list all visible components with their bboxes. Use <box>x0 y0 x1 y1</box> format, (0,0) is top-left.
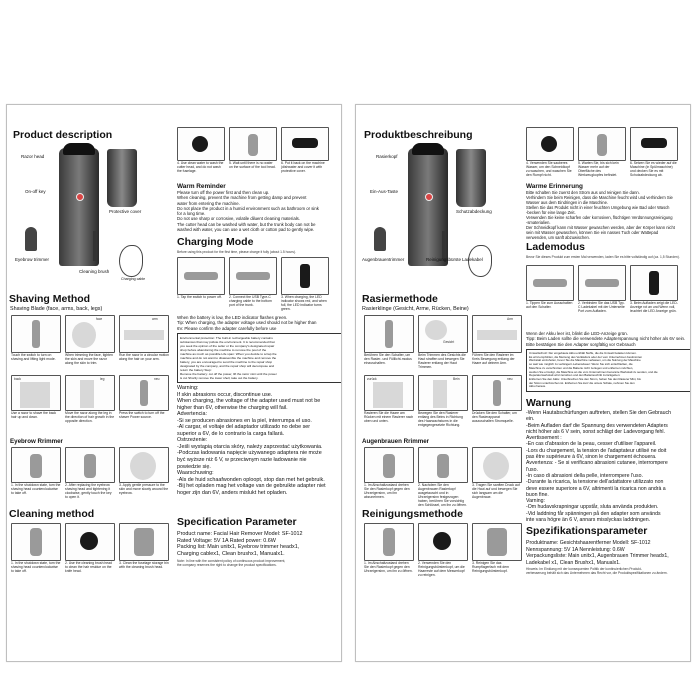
step-caption: 5. Wait until there is no water on the surface of the tool head. <box>229 161 276 170</box>
step-caption: Touch the switch to turn on shaving and lifting light mode. <box>11 353 56 362</box>
step-caption: Führen Sie den Rasierer im Kreis Bewegung entlang der Haare auf deinem Arm. <box>472 353 515 366</box>
step-image <box>472 523 522 561</box>
step-caption: 3. Beim Aufladen zeigt die LED-Anzeige rot an und Wenn voll, leuchtet die LED Anzeige grün. <box>630 301 678 314</box>
warning-text: Warning: If skin abrasions occur, discontinue use. When charging, the voltage of the adapter used must not be higher than 6V, otherwise the charging will fail. Advertencia: -Si se producen abrasiones en la piel, interrumpa el uso. -Al cargar, el voltaje del adaptador utilizado no debe ser superior a 6V, de lo contrario la carga fallará. Ostrzeżenie: -Jeśli wystąpią otarcia skóry, należy zaprzestać użytkowania. -Podczas ładowania napięcie używanego adaptera nie może być wyższe niż 6 V, w przeciwnym razie ładowanie nie powiedzie się. Waarschuwing: -Als de huid schaafwonden oploopt, stop dan met het gebruik. -Bij het opladen mag het voltage van de gebruikte adapter niet hoger zijn dan 6V, anders mislukt het opladen. <box>177 385 326 496</box>
step-image: neu <box>472 375 522 411</box>
specification-note: Hinweis: Im Einklang mit der konsequenten Politik der kontinuierlichen Produkt- verbesserung behält sich das Unternehmen das Recht vor, die Produktspezifikationen zu ändern. <box>526 567 668 575</box>
step-image <box>472 447 522 483</box>
label-protective-cover: Schutzabdeckung <box>456 209 492 214</box>
razor-head-image <box>412 143 444 155</box>
step-caption: 1. Im Abschaltzustand drehen Sie den Rasierkopf gegen den Uhrzeigersinn, um ihn zu öffnen. <box>364 561 413 574</box>
step-caption: 2. Connect the USB Type-C charging cable to the bottom port of the trunk. <box>229 295 272 308</box>
step-caption: 6. Setzen Sie es wieder auf die Maschine (in Spülmaschine) und decken Sie es mit Schutzabdeckung ab. <box>630 161 677 178</box>
label-eyebrow-trimmer: Augenbrauentrimmer <box>362 257 405 262</box>
step-caption: 1. In the shutdown state, turn the shaving head counterclockwise to take off. <box>11 561 61 574</box>
label-cleaning-brush: Cleaning brush <box>79 269 110 274</box>
eyebrow-trimmer-heading: Augenbrauen Rrimmer <box>362 438 430 445</box>
step-image: neu <box>119 375 169 411</box>
step-caption: 1. Im Abschaltzustand drehen Sie den Rasierkopf gegen den Uhrzeigersinn, um ihn abzunehmen. <box>364 483 410 500</box>
charging-intro: Bevor Sie dieses Produkt zum ersten Mal verwenden, laden Sie es bitte vollständig auf (ca. 1,5 Stunden). <box>526 255 680 259</box>
step-image: back <box>11 375 61 411</box>
power-switch-image <box>76 193 84 201</box>
label-razor-head: Rasierkopf <box>376 154 398 159</box>
step-image <box>364 447 414 483</box>
step-caption: Use a razor to shave the back hair up and down. <box>11 411 57 420</box>
label-charging-cable: Charging cable <box>121 277 146 281</box>
step-image <box>281 127 329 161</box>
label-cleaning-brush: Reinigungsbürste <box>426 257 462 262</box>
step-image <box>177 127 225 161</box>
eyebrow-trimmer-image <box>25 227 37 251</box>
step-image <box>65 447 115 483</box>
step-caption: Press the switch to turn off the shaver Power source. <box>119 411 165 420</box>
step-image <box>229 127 277 161</box>
step-image <box>418 523 468 561</box>
step-caption: Move the razor along the leg in the direction of hair growth in the opposite direction. <box>65 411 115 424</box>
step-caption: 3. Clean the fuselage storage bin with the cleaning brush head. <box>119 561 169 570</box>
step-caption: Run the razor in a circular motion along the hair on your arm. <box>119 353 169 362</box>
step-image <box>11 315 61 353</box>
protective-cover-image <box>456 149 486 207</box>
warning-text: -Wenn Hautabschürfungen auftreten, stellen Sie den Gebrauch ein. -Beim Aufladen darf die Spannung des verwendeten Adapters nicht höher als 6 V sein, sonst schlägt der Ladevorgang fehl. Avertissement : -En cas d'abrasion de la peau, cesser d'utiliser l'appareil. -Lors du chargement, la tension de l'adaptateur utilisé ne doit pas être supérieure à 6V, sinon le chargement échouera. Avvertenza: - Se si verificano abrasioni cutanee, interrompere l'uso. -In caso di abrasioni della pelle, interrompere l'uso. -Durante la ricarica, la tensione dell'adattatore utilizzato non deve essere superiore a 6V, altrimenti la ricarica non andrà a buon fine. Varning: -Om hudavskrapningar uppstår, sluta använda produkten. -Vid laddning får spänningen på den adapter som används inte vara högre än 6 V, annars misslyckas laddningen. <box>526 410 671 524</box>
manual-page-german <box>355 104 691 662</box>
label-on-off-key: On-off key <box>25 189 46 194</box>
step-image <box>364 523 414 561</box>
step-image: Gesicht <box>418 315 468 353</box>
step-image: leg <box>65 375 115 411</box>
shaving-subtitle: Rasierklinge (Gesicht, Arme, Rücken, Beine) <box>362 306 469 312</box>
step-caption: 5. Warten Sie, bis sich kein Wasser mehr auf der Oberfläche des Werkzeugkopfes befindet. <box>578 161 619 178</box>
step-image <box>630 127 678 161</box>
specification-text: Product name: Facial Hair Remover Model: SF-1012 Rated Voltage: 5V 1A Rated power: 0.6W Packing list: Main unitx1, Eyebrow trimmer headx1, Charging cablex1, Clean brushx1, Manualx1. <box>177 531 303 557</box>
specification-heading: Spezifikationsparameter <box>526 525 648 537</box>
cleaning-method-heading: Cleaning method <box>9 508 95 520</box>
shaving-subtitle: Shaving Blade (face, arms, back, legs) <box>10 306 103 312</box>
cleaning-method-heading: Reinigungsmethode <box>362 508 463 520</box>
cleaning-brush-image <box>93 231 96 261</box>
step-caption: 2. Verbinden Sie das USB Typ-C Ladekabel mit der Unterseite Port zum Aufladen. <box>578 301 625 314</box>
warning-heading: Warnung <box>526 397 572 409</box>
environmental-note: Umweltschutz: Der eingebaute Akku enthält Stoffe, die die Umwelt belasten können. Es wird empfohlen, die Meinung des Verkäufers oder der vom Unternehmen bestimmten Werkstatt einzuholen, bevor Sie die Maschine verlassen, um die Nutzung der Maschine so weit wie möglich zu verlängern.Lebensdauer: Wenn Sie sich entschließen, die Maschine zu verschrotten und die Batterie nicht zerlegen und entfernen möchten, werden Sie ermutigt, die Maschine an die vom Unternehmen benannte Werkstatt zu senden, und die Reparaturwerkstatt wird zerstören und den Batterieschritt zurückgeben: Entfernen Sie den Akku: Unterbrechen Sie den Strom, heben Sie den Rasierer Mini, bis der Strom unterbrochen ist. Entfernen Sie kurz die untere Schale, nehmen Sie den Akku heraus. <box>526 349 691 392</box>
shaving-method-heading: Shaving Method <box>9 293 91 305</box>
charging-intro: Before using this product for the first time, please charge it fully (about 1.5 hours). <box>177 250 296 254</box>
label-protective-cover: Protective cover <box>109 209 142 214</box>
step-image <box>119 523 169 561</box>
step-caption: Beim Trimmen des Gesichts die Haut straffen und bewegen Sie Rasierer entlang der Haut Trimmen. <box>418 353 466 370</box>
step-caption: 2. After replacing the eyebrow shaving head and tightening it clockwise, gently touch the key to open it. <box>65 483 112 500</box>
step-caption: 2. Use the cleaning brush head to clean the hair residue on the knife head. <box>65 561 112 574</box>
specification-heading: Specification Parameter <box>177 516 297 528</box>
low-battery-text: When the battery is low, the LED indicator flashes green. Tip: When charging, the adapter voltage used should not be higher than 6V. Please confirm the adapter carefully before use <box>177 315 317 331</box>
protective-cover-image <box>107 149 137 207</box>
step-caption: 2. Verwenden Sie den Reinigungsbürstenkopf, um die Haarreste auf dem Messerkopf zu reinigen. <box>418 561 465 578</box>
label-eyebrow-trimmer: Eyebrow trimmer <box>15 257 50 262</box>
step-image: face <box>65 315 115 353</box>
step-caption: Rasieren Sie die Haare am Rücken mit einem Rasierer nach oben und unten. <box>364 411 414 424</box>
label-razor-head: Razor head <box>21 154 45 159</box>
charging-cable-image <box>119 245 143 277</box>
razor-head-image <box>63 143 95 155</box>
warm-reminder-heading: Warm Reminder <box>177 183 226 190</box>
step-image <box>65 523 115 561</box>
step-image <box>526 127 574 161</box>
step-image <box>364 315 414 353</box>
charging-mode-heading: Charging Mode <box>177 236 254 248</box>
step-caption: 1. Tap the switch to power off. <box>177 295 222 299</box>
step-caption: Berühren Sie den Schalter, um den Rasier- und Fülllicht-modus einzuschalten. <box>364 353 412 366</box>
shaving-method-heading: Rasiermethode <box>362 293 438 305</box>
step-image <box>229 257 277 295</box>
step-image <box>11 523 61 561</box>
product-description-heading: Product description <box>13 129 113 141</box>
step-image: Arm <box>472 315 522 353</box>
step-caption: Bewegen Sie den Rasierer entlang des Beins in Richtung des Haarwachstums in die entgegengesetzte Richtung. <box>418 411 463 428</box>
step-caption: 3. Tragen Sie sanften Druck auf die Haut auf und bewegen Sie sich langsam um die Augenbraue. <box>472 483 520 500</box>
warm-reminder-text: Please turn off the power first and then clean up. When cleaning, prevent the machine from getting damp and prevent water from entering the machine. Do not place the product in a humid environment such as bathroom or sink for a long time. Do not use sharp or corrosive, volatile diluent cleaning materials. The cutter head can be washed with water, but the trunk body can not be washed with water, you can use a wet cloth or cotton pad to gently wipe. <box>177 190 319 233</box>
product-description-heading: Produktbeschreibung <box>364 129 473 141</box>
power-switch-image <box>425 193 433 201</box>
step-image: zurück <box>364 375 414 411</box>
step-image <box>578 127 626 161</box>
step-caption: 4. Use clean water to wash the cutter head, and do not wash the fuselage. <box>177 161 224 174</box>
step-caption: Drücken Sie den Schalter, um den Rasierapparat auszuschalten Stromquelle. <box>472 411 517 424</box>
step-caption: 3. Reinigen Sie das Rumpflagerfach mit dem Reinigungsbürstenkopf. <box>472 561 509 574</box>
eyebrow-trimmer-heading: Eyebrow Rrimmer <box>10 438 63 445</box>
step-image <box>578 265 626 301</box>
environmental-note: Environmental protection: The built-in rechargeable battery contains substances that may pollute the environment. It is recommended that you seek the opinion of the seller or the company's designated repair shop before abandoning the machine to remove the pool of the machine as much as possible.Life span: When you decide to scrap the machine and do not want to disassemble the machine and remove the battery, you are encouraged to send the machine to the repair shop designated by the company, and the repair shop will decompose and return the battery Step: Remove the battery: cut off the power, lift the razor mini until the power is cut Shortly remove the lower shell, take out the battery. <box>177 333 342 383</box>
warm-reminder-heading: Warme Erinnerung <box>526 183 583 190</box>
step-caption: When trimming the face, tighten the skin and move the razor along the skin to trim. <box>65 353 113 366</box>
step-caption: 2. Nachdem Sie den Augenbrauen Rasierkopf ausgetauscht und in Uhrzeigersinn festgezogen haben, berühren Sie vorsichtig den Schlüssel, um ihn zu öffnen. <box>418 483 467 508</box>
step-image: arm <box>119 315 169 353</box>
warm-reminder-text: Bitte schalten Sie zuerst den Strom aus und reinigen Sie dann. Verhindern Sie beim Reinigen, dass die Maschine feucht wird und verhindern Sie Wasser aus dem Eindringen in die Maschine. Stellen Sie das Produkt nicht in einer feuchten Umgebung wie Bad oder Wasch -becken für eine lange Zeit. Verwenden Sie keine scharfen oder korrosiven, flüchtigen Verdünnungsreinigung -smaterialien. Der Schneidkopf kann mit Wasser gewaschen werden, aber der Körper kann nicht sein mit Wasser gewaschen, können Sie ein nasses Tuch oder Wattepad verwenden, um sanft abzuwischen. <box>526 190 675 240</box>
step-image <box>11 447 61 483</box>
specification-text: Produktname: Gesichtshaarentferner Modell: SF-1012 Nennspannung: 5V 1A Nennleistung: 0.6W Verpackungsliste: Main unitx1, Augenbrauen Trimmer headx1, Ladekabel x1, Clean Brushx1, Manualx1. <box>526 540 669 566</box>
step-image <box>526 265 574 301</box>
eyebrow-trimmer-image <box>374 227 386 251</box>
low-battery-text: Wenn der Akku leer ist, blinkt die LED-Anzeige grün. Tipp: Beim Laden sollte die verwendete Adapterspannung nicht höher als 6V sein. Bitte bestätigen Sie den Adapter sorgfältig vor Gebrauch <box>526 331 686 347</box>
step-caption: 1. In the shutdown state, turn the shaving head counterclockwise to take off. <box>11 483 61 496</box>
label-on-off-key: Ein-Aus-Taste <box>370 189 399 194</box>
specification-note: Note: In line with the consistent policy of continuous product improvement, the company reserves the right to change the product specifications. <box>177 559 286 567</box>
step-caption: 3. Apply gentle pressure to the skin and move slowly around the eyebrow. <box>119 483 169 496</box>
step-caption: 4. Verwenden Sie sauberes Wasser, um den Schneidkopf zu waschen, und waschen Sie den Rumpf nicht. <box>526 161 572 178</box>
step-image <box>418 447 468 483</box>
step-caption: 3. When charging, the LED indicator shows red, and when full, the LED indicator turns green. <box>281 295 327 312</box>
step-image <box>281 257 329 295</box>
step-caption: 6. Put it back on the machine (dishwater and cover it with protective cover. <box>281 161 325 174</box>
step-image <box>630 265 678 301</box>
step-image: Bein <box>418 375 468 411</box>
step-image <box>177 257 225 295</box>
charging-mode-heading: Lademodus <box>526 241 585 253</box>
step-caption: 1. Tippen Sie zum Ausschalten auf den Schalter. <box>526 301 573 310</box>
manual-page-english <box>6 104 342 662</box>
step-image <box>119 447 169 483</box>
label-charging-cable: Ladekabel <box>462 257 483 262</box>
